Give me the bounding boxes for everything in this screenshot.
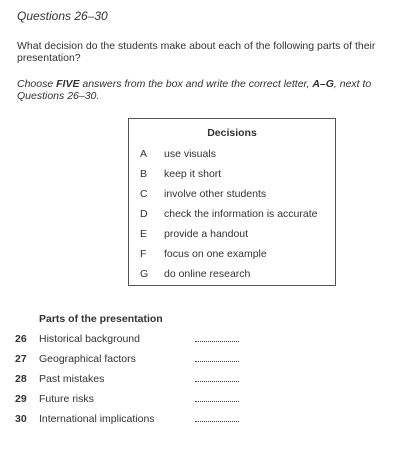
decision-option [129,188,335,202]
answer-blank[interactable] [195,401,239,402]
part-row [0,393,417,407]
decision-text: involve other students [164,188,267,200]
instruction-range: A–G [312,78,334,90]
decision-text: keep it short [164,168,222,180]
decision-letter: A [140,148,148,160]
part-label: International implications [39,413,155,425]
decision-letter: G [140,268,149,280]
questions-heading: Questions 26–30 [17,9,108,23]
instruction-text [17,78,402,102]
question-number: 30 [15,413,27,425]
decision-text: check the information is accurate [164,208,318,220]
question-number: 29 [15,393,27,405]
part-row [0,413,417,427]
decisions-box [128,118,336,286]
decision-text: use visuals [164,148,216,160]
decision-letter: D [140,208,148,220]
answer-blank[interactable] [195,381,239,382]
decision-text: focus on one example [164,248,267,260]
decision-option [129,208,335,222]
part-row [0,333,417,347]
answer-blank[interactable] [195,361,239,362]
decision-text: provide a handout [164,228,249,240]
decision-option [129,168,335,182]
decision-option [129,248,335,262]
decision-letter: B [140,168,148,180]
part-label: Historical background [39,333,140,345]
decision-text: do online research [164,268,251,280]
decision-option [129,268,335,282]
question-number: 27 [15,353,27,365]
instruction-suffix: , next to Questions 26–30. [17,78,372,102]
part-label: Past mistakes [39,373,105,385]
instruction-prefix: Choose [17,78,57,90]
decision-option [129,228,335,242]
instruction-middle: answers from the box and write the correct letter, [79,78,313,90]
decision-letter: F [140,248,147,260]
decision-option [129,148,335,162]
decisions-title: Decisions [207,127,257,139]
part-label: Future risks [39,393,94,405]
part-row [0,373,417,387]
answer-blank[interactable] [195,421,239,422]
answer-blank[interactable] [195,341,239,342]
question-number: 28 [15,373,27,385]
decision-letter: C [140,188,148,200]
part-row [0,353,417,367]
question-text: What decision do the students make about each of the following parts of their presentation? [17,40,376,64]
decision-letter: E [140,228,148,240]
part-label: Geographical factors [39,353,136,365]
instruction-count: FIVE [56,78,80,90]
question-number: 26 [15,333,27,345]
parts-heading: Parts of the presentation [39,313,163,325]
